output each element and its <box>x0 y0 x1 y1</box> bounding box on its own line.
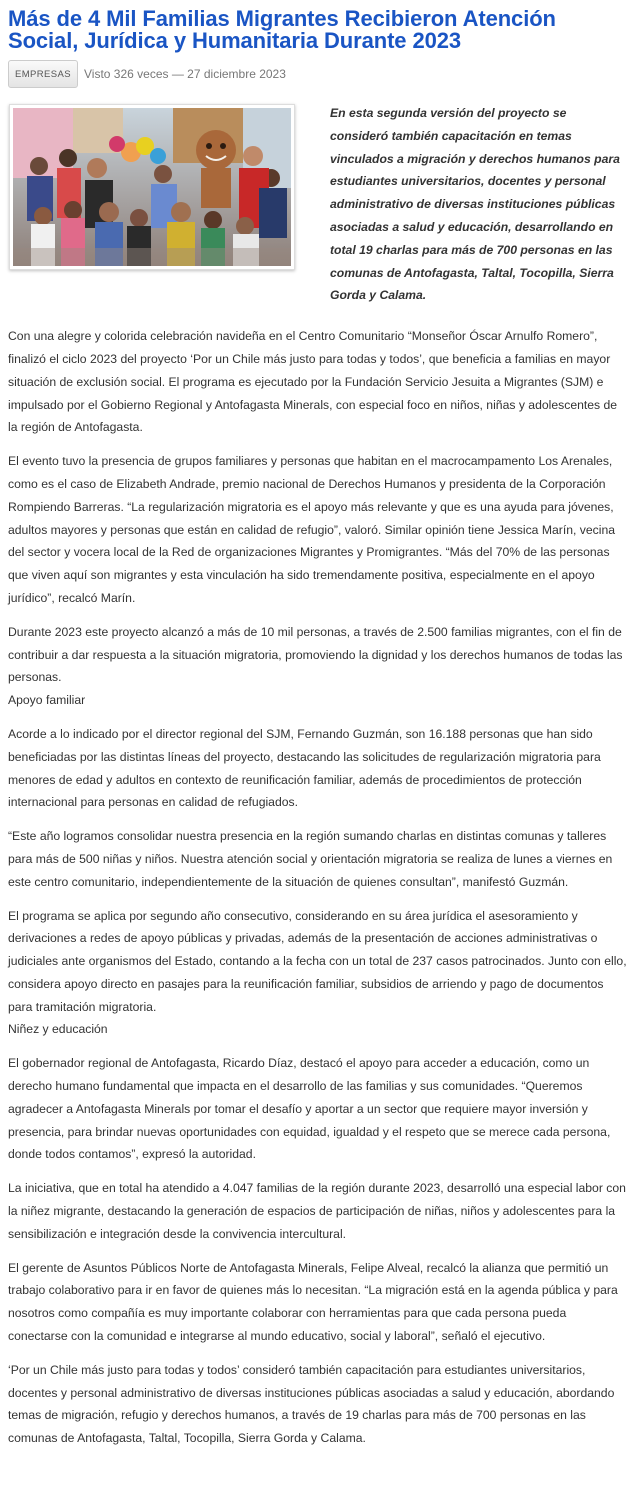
paragraph: El programa se aplica por segundo año consecutivo, considerando en su área jurídica el asesoramiento y derivaciones a redes de apoyo públicas y privadas, además de la presentación de acciones administrativas o judiciales ante organismos del Estado, contando a la fecha con un total de 237 casos patrocinados. Junto con ello, considera apoyo directo en pasajes para la reunificación familiar, subsidios de arriendo y pago de documentos para tramitación migratoria. <box>8 908 627 1014</box>
article-photo <box>9 104 295 270</box>
category-tag[interactable]: EMPRESAS <box>8 60 78 88</box>
views-and-date: Visto 326 veces — 27 diciembre 2023 <box>84 67 286 81</box>
section-heading: Niñez y educación <box>8 1022 108 1037</box>
article-intro: En esta segunda versión del proyecto se consideró también capacitación en temas vinculados a migración y derechos humanos para estudiantes universitarios, docentes y personal administrativo de diversas instituciones públicas asociadas a salud y educación, desarrollando en total 19 charlas para más de 700 personas en las comunas de Antofagasta, Taltal, Tocopilla, Sierra Gorda y Calama. <box>330 106 620 303</box>
paragraph: “Este año logramos consolidar nuestra presencia en la región sumando charlas en distintas comunas y talleres para más de 500 niñas y niños. Nuestra atención social y orientación migratoria se realiza de lunes a viernes en este centro comunitario, independientemente de la situación de quienes consultan”, manifestó Guzmán. <box>8 829 613 889</box>
paragraph: La iniciativa, que en total ha atendido a 4.047 familias de la región durante 2023, desarrolló una especial labor con la niñez migrante, destacando la generación de espacios de participación de niñas, niños y adolescentes para la sensibilización e integración desde la convivencia intercultural. <box>8 1181 626 1241</box>
paragraph: Con una alegre y colorida celebración navideña en el Centro Comunitario “Monseñor Óscar Arnulfo Romero”, finalizó el ciclo 2023 del proyecto ‘Por un Chile más justo para todas y todos’, que beneficia a familias en mayor situación de exclusión social. El programa es ejecutado por la Fundación Servicio Jesuita a Migrantes (SJM) e impulsado por el Gobierno Regional y Antofagasta Minerals, con especial foco en niños, niñas y adolescentes de la región de Antofagasta. <box>8 329 618 435</box>
lead-section <box>8 104 629 307</box>
article-title: Más de 4 Mil Familias Migrantes Recibieron Atención Social, Jurídica y Humanitaria Durante 2023 <box>8 6 556 53</box>
section-heading: Apoyo familiar <box>8 693 86 708</box>
paragraph: El evento tuvo la presencia de grupos familiares y personas que habitan en el macrocampamento Los Arenales, como es el caso de Elizabeth Andrade, premio nacional de Derechos Humanos y presidenta de la Corporación Rompiendo Barreras. “La regularización migratoria es el apoyo más relevante y que es una ayuda para jóvenes, adultos mayores y personas que están en calidad de refugio”, valoró. Similar opinión tiene Jessica Marín, vecina del sector y vocera local de la Red de organizaciones Migrantes y Promigrantes. “Más del 70% de las personas que viven aquí son migrantes y esta vinculación ha sido tremendamente positiva, especialmente en el apoyo jurídico”, recalcó Marín. <box>8 454 615 605</box>
paragraph: El gerente de Asuntos Públicos Norte de Antofagasta Minerals, Felipe Alveal, recalcó la alianza que permitió un trabajo colaborativo para ir en favor de quienes más lo necesitan. “La migración está en la agenda pública y para nosotros como compañía es muy importante colaborar con herramientas para que cada persona pueda conectarse con la comunidad e integrarse al mundo educativo, social y laboral”, señaló el ejecutivo. <box>8 1260 618 1344</box>
paragraph: El gobernador regional de Antofagasta, Ricardo Díaz, destacó el apoyo para acceder a educación, como un derecho humano fundamental que impacta en el desarrollo de las familias y sus comunidades. “Queremos agradecer a Antofagasta Minerals por tomar el desafío y aportar a un sector que requiere mayor inversión y presencia, para brindar nuevas oportunidades con equidad, igualdad y el respeto que se merece cada persona, donde todos contamos”, expresó la autoridad. <box>8 1056 611 1162</box>
article-meta <box>8 58 629 90</box>
paragraph: Durante 2023 este proyecto alcanzó a más de 10 mil personas, a través de 2.500 familias migrantes, con el fin de contribuir a dar respuesta a la situación migratoria, promoviendo la dignidad y los derechos humanos de todas las personas. <box>8 624 623 685</box>
paragraph: Acorde a lo indicado por el director regional del SJM, Fernando Guzmán, son 16.188 personas que han sido beneficiadas por las distintas líneas del proyecto, destacando las solicitudes de regularización migratoria para menores de edad y adultos en contexto de reunificación familiar, además de procedimientos de protección internacional para personas en calidad de refugiados. <box>8 726 601 810</box>
paragraph: ‘Por un Chile más justo para todas y todos’ consideró también capacitación para estudiantes universitarios, docentes y personal administrativo de diversas instituciones públicas asociadas a salud y educación, abordando temas de migración, refugio y derechos humanos, a través de 19 charlas para más de 700 personas en las comunas de Antofagasta, Taltal, Tocopilla, Sierra Gorda y Calama. <box>8 1362 615 1446</box>
